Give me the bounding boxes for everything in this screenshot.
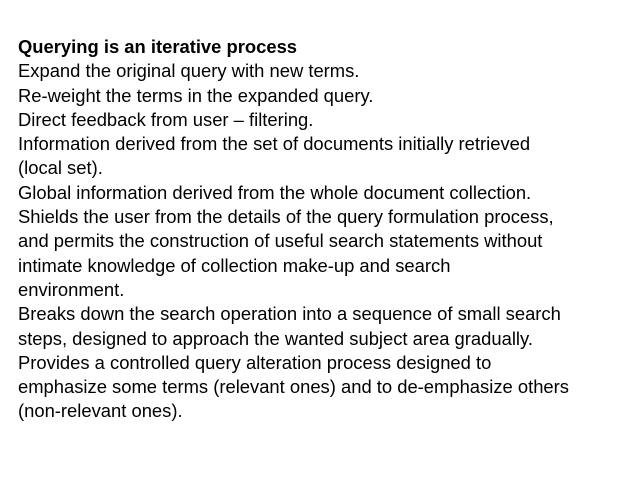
slide-heading: Querying is an iterative process <box>18 36 298 57</box>
text-line: and permits the construction of useful search statements without <box>18 230 543 252</box>
text-line: Global information derived from the whole document collection. <box>18 181 532 203</box>
text-line: Direct feedback from user – filtering. <box>18 108 314 130</box>
text-line: environment. <box>18 278 125 300</box>
text-line: Shields the user from the details of the query formulation process, <box>18 206 554 228</box>
text-line: emphasize some terms (relevant ones) and to de-emphasize others <box>18 376 569 398</box>
text-line: Provides a controlled query alteration process designed to <box>18 351 492 373</box>
text-line: Re-weight the terms in the expanded query. <box>18 84 374 106</box>
text-line: intimate knowledge of collection make-up and search <box>18 254 451 276</box>
text-line: Breaks down the search operation into a sequence of small search <box>18 303 561 325</box>
slide-body <box>18 35 628 424</box>
text-line: (local set). <box>18 157 103 179</box>
text-line: steps, designed to approach the wanted subject area gradually. <box>18 327 533 349</box>
text-line: Information derived from the set of documents initially retrieved <box>18 133 531 155</box>
text-line: Expand the original query with new terms. <box>18 60 360 82</box>
text-line: (non-relevant ones). <box>18 400 183 422</box>
